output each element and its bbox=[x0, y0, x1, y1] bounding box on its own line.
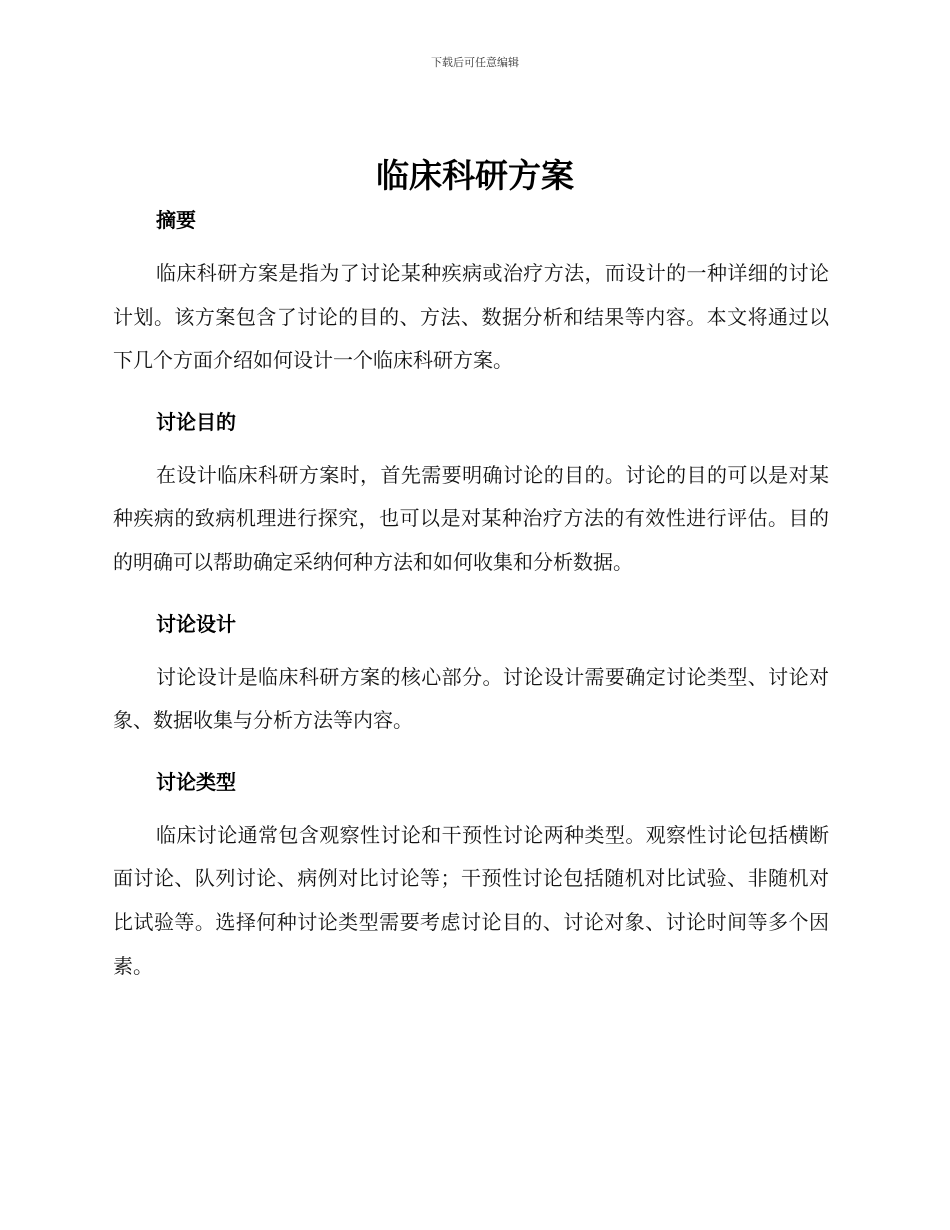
section-paragraph-purpose: 在设计临床科研方案时，首先需要明确讨论的目的。讨论的目的可以是对某种疾病的致病机理进行探究，也可以是对某种治疗方法的有效性进行评估。目的的明确可以帮助确定采纳何种方法和如何收集和分析数据。 bbox=[113, 462, 829, 574]
document-body bbox=[113, 202, 829, 988]
section-paragraph-type: 临床讨论通常包含观察性讨论和干预性讨论两种类型。观察性讨论包括横断面讨论、队列讨论、病例对比讨论等；干预性讨论包括随机对比试验、非随机对比试验等。选择何种讨论类型需要考虑讨论目的、讨论对象、讨论时间等多个因素。 bbox=[113, 822, 829, 978]
header-note: 下载后可任意编辑 bbox=[431, 56, 519, 69]
document-title: 临床科研方案 bbox=[376, 156, 574, 195]
section-paragraph-design: 讨论设计是临床科研方案的核心部分。讨论设计需要确定讨论类型、讨论对象、数据收集与分析方法等内容。 bbox=[113, 664, 829, 733]
section-heading-design: 讨论设计 bbox=[156, 611, 236, 636]
section-heading-abstract: 摘要 bbox=[156, 208, 196, 232]
section-paragraph-abstract: 临床科研方案是指为了讨论某种疾病或治疗方法，而设计的一种详细的讨论计划。该方案包含了讨论的目的、方法、数据分析和结果等内容。本文将通过以下几个方面介绍如何设计一个临床科研方案。 bbox=[113, 261, 829, 373]
section-heading-purpose: 讨论目的 bbox=[156, 409, 236, 434]
section-heading-type: 讨论类型 bbox=[156, 769, 236, 794]
